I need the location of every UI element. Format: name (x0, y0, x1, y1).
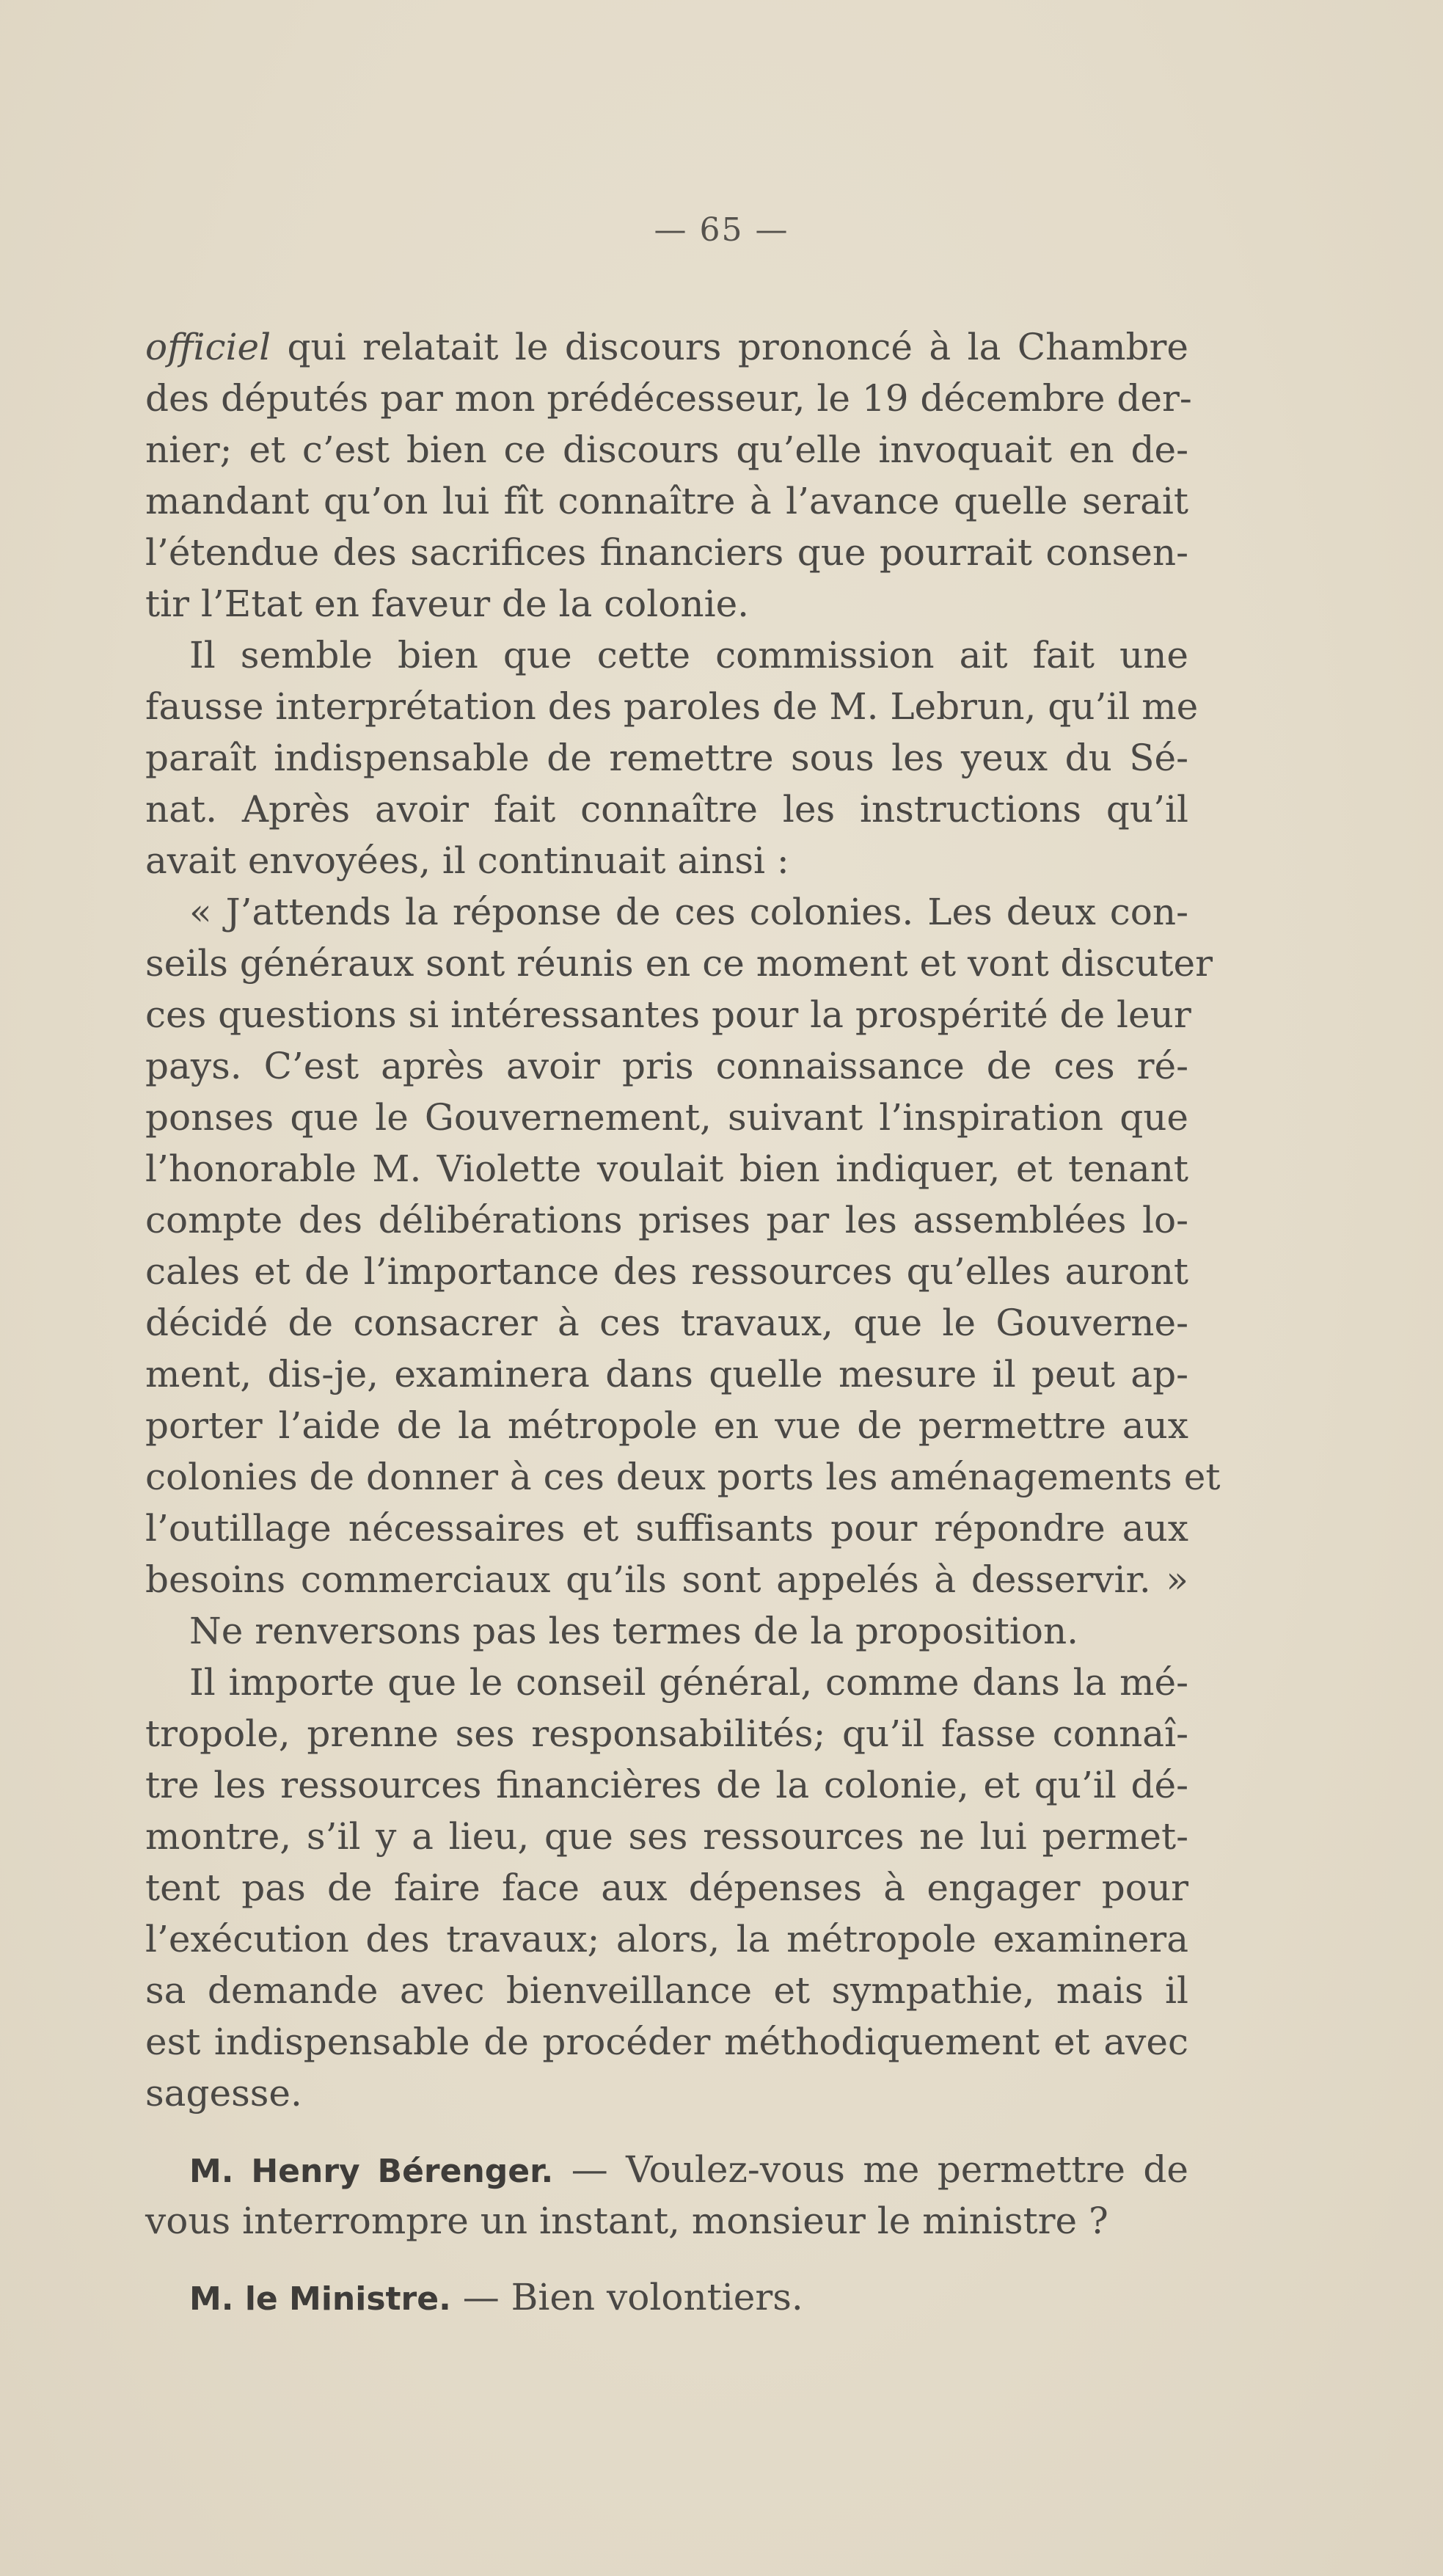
page-body (145, 321, 1221, 2323)
text-line: colonies de donner à ces deux ports les aménagements et (145, 1456, 1221, 1498)
text-line: décidé de consacrer à ces travaux, que le Gouverne- (145, 1302, 1188, 1344)
text-line: sa demande avec bienveillance et sympathie, mais il (145, 1969, 1188, 2012)
text-line: ment, dis-je, examinera dans quelle mesure il peut ap- (145, 1353, 1188, 1395)
text-line: avait envoyées, il continuait ainsi : (145, 839, 789, 882)
text-line: l’étendue des sacrifices financiers que pourrait consen- (145, 531, 1188, 574)
text-line: fausse interprétation des paroles de M. Lebrun, qu’il me (145, 685, 1199, 728)
text-span: — Bien volontiers. (450, 2276, 803, 2318)
paragraph-4 (145, 1605, 1188, 1657)
text-line: cales et de l’importance des ressources qu’elles auront (145, 1250, 1188, 1293)
text-line: « J’attends la réponse de ces colonies. Les deux con- (189, 891, 1188, 933)
text-line: est indispensable de procéder méthodiquement et avec (145, 2021, 1188, 2063)
text-span: qui relatait le discours prononcé à la Chambre (271, 326, 1188, 368)
text-line: des députés par mon prédécesseur, le 19 décembre der- (145, 377, 1192, 420)
text-line: l’honorable M. Violette voulait bien indiquer, et tenant (145, 1147, 1188, 1190)
interjection-ministre (145, 2272, 1188, 2323)
quotation-paragraph (145, 886, 1221, 1605)
text-line: tir l’Etat en faveur de la colonie. (145, 583, 750, 625)
text-line: sagesse. (145, 2072, 302, 2115)
page-number: — 65 — (654, 211, 789, 249)
text-line: nier; et c’est bien ce discours qu’elle invoquait en de- (145, 428, 1188, 471)
text-line: porter l’aide de la métropole en vue de permettre aux (145, 1404, 1188, 1447)
text-line (145, 2144, 1188, 2195)
spacer (145, 2119, 1188, 2144)
text-line: tropole, prenne ses responsabilités; qu’il fasse connaî- (145, 1712, 1188, 1755)
text-line (145, 321, 1188, 373)
text-line: besoins commerciaux qu’ils sont appelés à desservir. » (145, 1558, 1188, 1601)
text-line: tre les ressources financières de la colonie, et qu’il dé- (145, 1764, 1188, 1806)
spacer (145, 2247, 1188, 2272)
text-line: Il importe que le conseil général, comme dans la mé- (189, 1661, 1188, 1704)
speaker-name: M. Henry Bérenger. (189, 2153, 554, 2190)
text-line: montre, s’il y a lieu, que ses ressources ne lui permet- (145, 1815, 1188, 1858)
text-line: mandant qu’on lui fît connaître à l’avance quelle serait (145, 480, 1188, 522)
interjection-berenger (145, 2144, 1188, 2247)
paragraph-5 (145, 1657, 1188, 2119)
paragraph-1 (145, 321, 1192, 630)
text-span: — Voulez-vous me permettre de (553, 2148, 1188, 2191)
text-line: vous interrompre un instant, monsieur le ministre ? (145, 2200, 1108, 2242)
text-line: nat. Après avoir fait connaître les instructions qu’il (145, 788, 1188, 831)
text-line: ces questions si intéressantes pour la prospérité de leur (145, 993, 1191, 1036)
text-line (145, 2272, 1188, 2323)
text-line: tent pas de faire face aux dépenses à engager pour (145, 1867, 1188, 1909)
text-line: seils généraux sont réunis en ce moment et vont discuter (145, 942, 1213, 985)
italic-word: officiel (145, 326, 271, 368)
text-line: l’exécution des travaux; alors, la métropole examinera (145, 1918, 1188, 1960)
text-line: compte des délibérations prises par les assemblées lo- (145, 1199, 1188, 1241)
speaker-name: M. le Ministre. (189, 2280, 451, 2318)
text-line: l’outillage nécessaires et suffisants pour répondre aux (145, 1507, 1188, 1550)
text-line: Il semble bien que cette commission ait fait une (189, 634, 1188, 676)
text-line: paraît indispensable de remettre sous les yeux du Sé- (145, 737, 1188, 779)
paragraph-2 (145, 630, 1199, 886)
text-line: ponses que le Gouvernement, suivant l’inspiration que (145, 1096, 1188, 1139)
text-line: pays. C’est après avoir pris connaissance de ces ré- (145, 1045, 1188, 1087)
text-line: Ne renversons pas les termes de la proposition. (189, 1610, 1079, 1652)
